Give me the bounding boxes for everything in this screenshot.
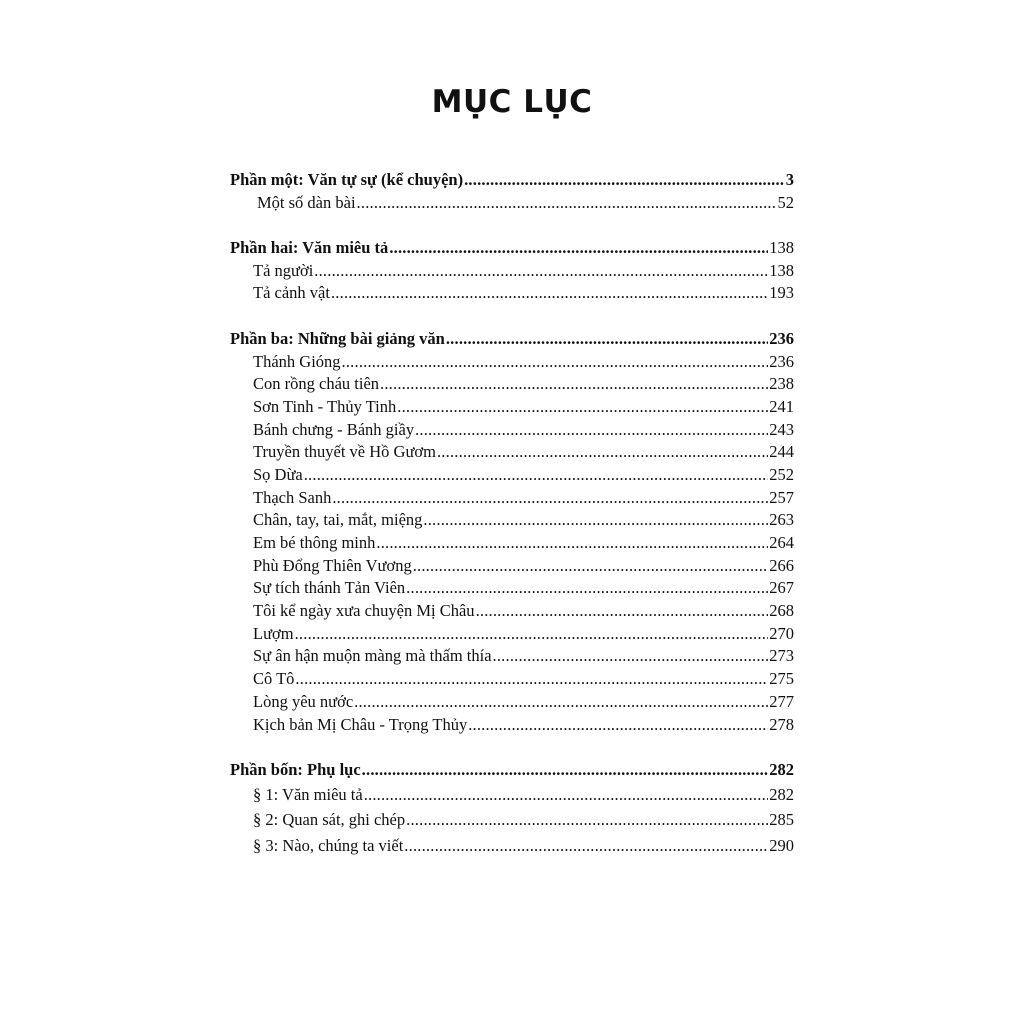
toc-heading-label: Phần hai: Văn miêu tả xyxy=(230,238,389,258)
dot-leader xyxy=(332,487,768,510)
toc-entry-label: § 3: Nào, chúng ta viết xyxy=(253,835,404,855)
toc-heading-page: 236 xyxy=(769,328,794,348)
toc-entry[interactable] xyxy=(230,351,794,374)
toc-heading[interactable] xyxy=(230,169,794,192)
toc-entry-label: Lòng yêu nước xyxy=(253,691,354,711)
dot-leader xyxy=(304,464,769,487)
toc-entry[interactable] xyxy=(230,419,794,442)
toc-section-part-two xyxy=(230,237,794,305)
toc-entry[interactable] xyxy=(230,555,794,578)
toc-entry-page: 285 xyxy=(769,810,794,830)
dot-leader xyxy=(357,192,777,215)
toc-entry-page: 278 xyxy=(769,714,794,734)
dot-leader xyxy=(389,237,768,260)
toc-entry-page: 290 xyxy=(769,835,794,855)
toc-entry-page: 52 xyxy=(777,192,794,212)
dot-leader xyxy=(468,714,768,737)
dot-leader xyxy=(446,328,768,351)
toc-section-part-four xyxy=(230,759,794,858)
toc-entry[interactable] xyxy=(230,260,794,283)
dot-leader xyxy=(295,623,769,646)
toc-entry[interactable] xyxy=(230,833,794,859)
toc-entry[interactable] xyxy=(230,645,794,668)
toc-entry-label: Cô Tô xyxy=(253,669,295,689)
toc-entry-label: Bánh chưng - Bánh giầy xyxy=(253,419,415,439)
toc-entry[interactable] xyxy=(230,691,794,714)
toc-section-part-three xyxy=(230,328,794,736)
toc-entry[interactable] xyxy=(230,192,794,215)
toc-entry[interactable] xyxy=(230,487,794,510)
dot-leader xyxy=(354,691,768,714)
toc-entry-label: Con rồng cháu tiên xyxy=(253,374,380,394)
toc-heading[interactable] xyxy=(230,237,794,260)
toc-entry[interactable] xyxy=(230,782,794,808)
toc-entry-label: Thánh Gióng xyxy=(253,351,341,371)
toc-entry-page: 241 xyxy=(769,396,794,416)
toc-entry[interactable] xyxy=(230,532,794,555)
toc-entry-label: Tả cảnh vật xyxy=(253,283,330,303)
toc-heading-page: 282 xyxy=(769,759,794,779)
toc-heading-page: 3 xyxy=(785,170,794,189)
toc-entry-page: 282 xyxy=(769,784,794,804)
toc-entry[interactable] xyxy=(230,509,794,532)
toc-entry[interactable] xyxy=(230,668,794,691)
toc-entry-label: Sọ Dừa xyxy=(253,464,303,484)
dot-leader xyxy=(406,577,768,600)
toc-entry-page: 270 xyxy=(769,623,794,643)
toc-entry-label: Lượm xyxy=(253,623,294,643)
dot-leader xyxy=(437,441,768,464)
toc-entry-label: Phù Đổng Thiên Vương xyxy=(253,555,412,575)
dot-leader xyxy=(413,555,769,578)
toc-entry[interactable] xyxy=(230,441,794,464)
toc-entry-label: § 2: Quan sát, ghi chép xyxy=(253,810,406,830)
dot-leader xyxy=(415,419,768,442)
toc-entry-label: § 1: Văn miêu tả xyxy=(253,784,363,804)
dot-leader xyxy=(362,759,769,782)
dot-leader xyxy=(380,373,768,396)
toc-entry-page: 238 xyxy=(769,374,794,394)
dot-leader xyxy=(406,807,768,833)
toc-heading-label: Phần một: Văn tự sự (kể chuyện) xyxy=(230,170,464,189)
toc-entry[interactable] xyxy=(230,373,794,396)
toc-entry-page: 268 xyxy=(769,601,794,621)
toc-entry[interactable] xyxy=(230,577,794,600)
dot-leader xyxy=(397,396,768,419)
toc-entry-page: 275 xyxy=(769,669,794,689)
toc-entry-label: Thạch Sanh xyxy=(253,487,332,507)
toc-entry-page: 236 xyxy=(769,351,794,371)
toc-entry-page: 264 xyxy=(769,533,794,552)
toc-heading[interactable] xyxy=(230,759,794,782)
toc-entry-page: 277 xyxy=(769,691,794,711)
dot-leader xyxy=(331,282,768,305)
toc-entry[interactable] xyxy=(230,623,794,646)
dot-leader xyxy=(464,169,785,192)
dot-leader xyxy=(404,833,768,859)
toc-entry[interactable] xyxy=(230,282,794,305)
toc-entry-label: Em bé thông minh xyxy=(253,533,376,552)
toc-entry-page: 193 xyxy=(769,283,794,303)
toc-entry-page: 252 xyxy=(769,464,794,484)
toc-heading-label: Phần ba: Những bài giảng văn xyxy=(230,328,445,348)
toc-section-part-one xyxy=(230,169,794,214)
toc-entry-label: Truyền thuyết về Hồ Gươm xyxy=(253,442,436,462)
toc-entry-label: Sơn Tinh - Thủy Tinh xyxy=(253,396,397,416)
toc-entry[interactable] xyxy=(230,600,794,623)
toc-entry-page: 257 xyxy=(769,487,794,507)
toc-entry[interactable] xyxy=(230,714,794,737)
toc-entry[interactable] xyxy=(230,464,794,487)
toc-entry-page: 244 xyxy=(769,442,794,462)
dot-leader xyxy=(364,782,769,808)
dot-leader xyxy=(476,600,769,623)
dot-leader xyxy=(376,532,768,555)
dot-leader xyxy=(493,645,769,668)
dot-leader xyxy=(342,351,769,374)
toc-entry-page: 266 xyxy=(769,555,794,575)
toc-entry-label: Tả người xyxy=(253,260,314,280)
dot-leader xyxy=(314,260,768,283)
toc-heading[interactable] xyxy=(230,328,794,351)
toc-entry[interactable] xyxy=(230,807,794,833)
toc-entry-label: Một số dàn bài xyxy=(257,192,356,212)
dot-leader xyxy=(295,668,768,691)
toc-entry[interactable] xyxy=(230,396,794,419)
page-title: MỤC LỤC xyxy=(431,84,593,120)
dot-leader xyxy=(423,509,768,532)
toc-entry-label: Kịch bản Mị Châu - Trọng Thủy xyxy=(253,714,468,734)
toc-entry-label: Chân, tay, tai, mắt, miệng xyxy=(253,510,423,530)
toc-entry-label: Sự tích thánh Tản Viên xyxy=(253,578,406,598)
toc-entry-label: Tôi kể ngày xưa chuyện Mị Châu xyxy=(253,601,475,621)
toc-heading-page: 138 xyxy=(769,238,794,258)
toc-heading-label: Phần bốn: Phụ lục xyxy=(230,759,361,779)
toc-entry-page: 243 xyxy=(769,419,794,439)
toc-entry-page: 267 xyxy=(769,578,794,598)
toc-entry-page: 263 xyxy=(769,510,794,530)
toc-entry-page: 273 xyxy=(769,646,794,666)
toc-entry-page: 138 xyxy=(769,260,794,280)
table-of-contents xyxy=(230,169,794,858)
toc-entry-label: Sự ân hận muộn màng mà thấm thía xyxy=(253,646,492,666)
